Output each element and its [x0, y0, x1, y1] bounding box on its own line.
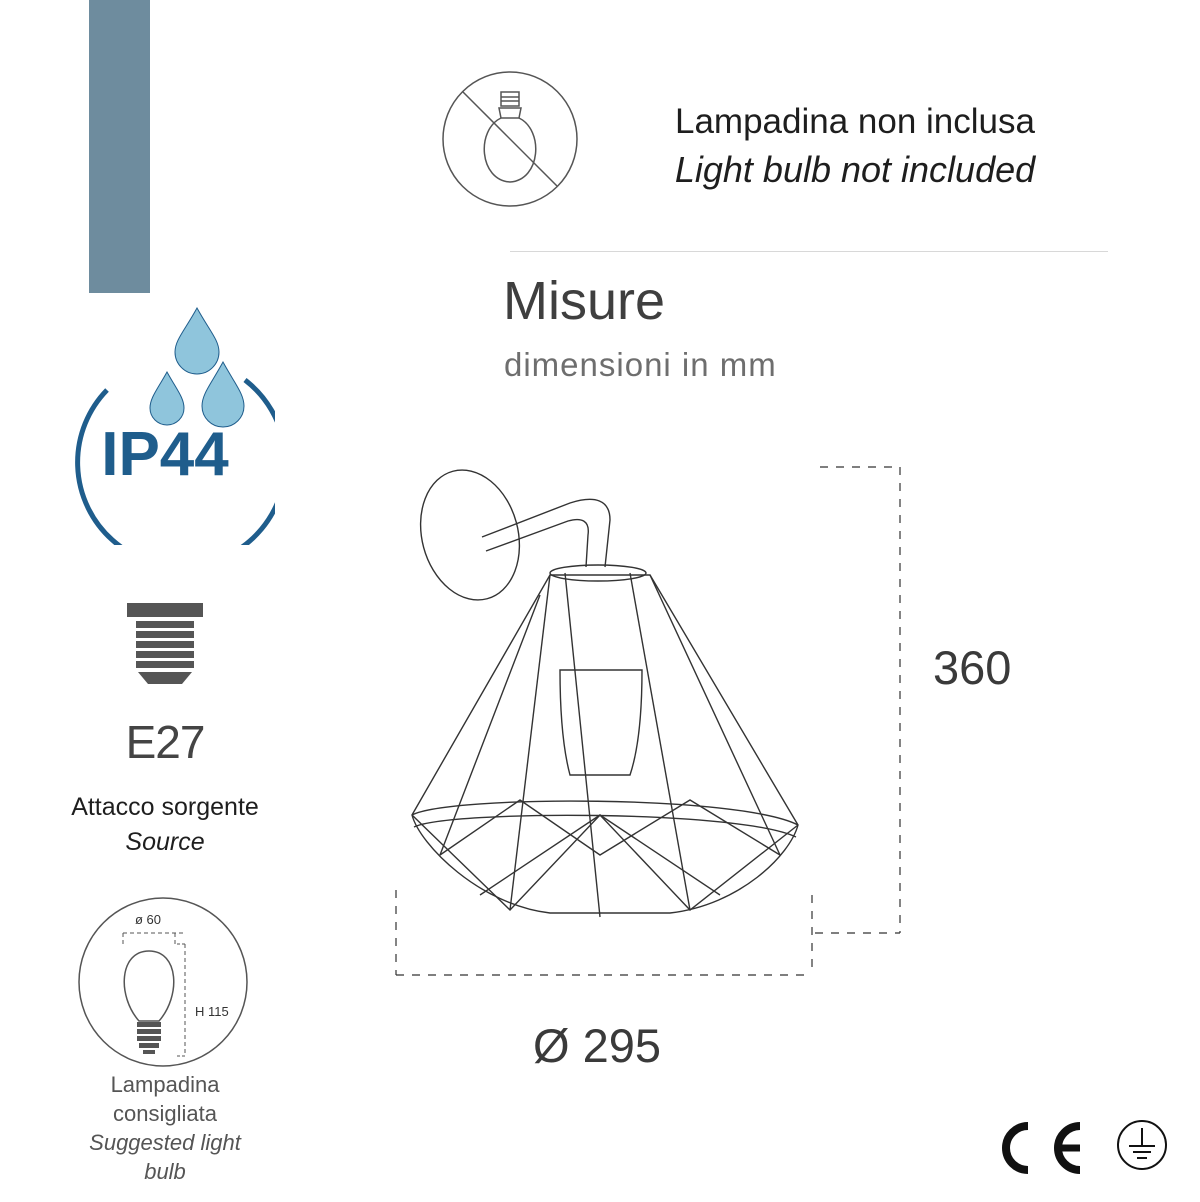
height-dimension: 360 — [933, 641, 1012, 694]
suggested-bulb-label — [60, 1070, 270, 1186]
socket-type: E27 — [125, 716, 205, 768]
e27-socket-icon — [120, 600, 210, 690]
ip44-text: IP44 — [101, 420, 229, 489]
water-drops-icon — [150, 308, 244, 427]
suggested-bulb-it-2: consigliata — [113, 1101, 217, 1126]
bulb-height-label: H 115 — [195, 1004, 229, 1019]
accent-bar — [89, 0, 150, 293]
socket-label-italian: Attacco sorgente — [71, 793, 259, 821]
bulb-notice-english: Light bulb not included — [674, 149, 1036, 190]
suggested-bulb-en-1: Suggested light — [89, 1130, 241, 1155]
suggested-bulb-en-2: bulb — [144, 1159, 186, 1184]
socket-label-english: Source — [125, 828, 205, 856]
bulb-notice-italian: Lampadina non inclusa — [675, 102, 1035, 141]
bulb-diameter-label: ø 60 — [135, 912, 162, 927]
divider — [510, 251, 1108, 252]
ground-icon — [1115, 1118, 1169, 1172]
ce-text: CE — [998, 1118, 1000, 1119]
wall-plate — [407, 459, 534, 611]
ip44-badge — [55, 300, 275, 545]
bulb-notice — [600, 98, 1110, 194]
suggested-bulb-it-1: Lampadina — [110, 1072, 220, 1097]
measures-subtitle: dimensioni in mm — [504, 346, 777, 383]
diameter-dimension: Ø 295 — [533, 1019, 662, 1072]
bulb-icon — [77, 896, 249, 1068]
lamp-drawing — [390, 455, 920, 995]
ce-mark — [998, 1118, 1088, 1178]
measures-title: Misure — [503, 271, 666, 331]
no-bulb-icon — [441, 70, 579, 208]
